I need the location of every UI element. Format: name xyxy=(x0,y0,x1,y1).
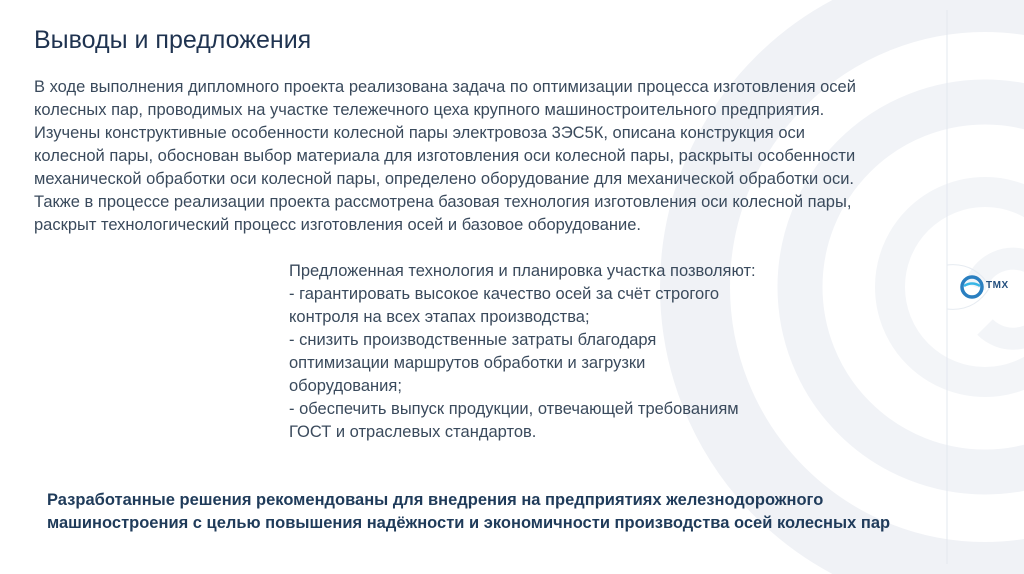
list-line: оптимизации маршрутов обработки и загрузки xyxy=(289,354,646,372)
paragraph-line: колесных пар, проводимых на участке тележечного цеха крупного машиностроительного предприятия. xyxy=(34,101,825,119)
list-line: контроля на всех этапах производства; xyxy=(289,308,590,326)
company-logo xyxy=(960,275,1020,299)
logo-text: ТМХ xyxy=(986,280,1009,291)
list-line: - гарантировать высокое качество осей за счёт строгого xyxy=(289,285,720,303)
list-line: оборудования; xyxy=(289,377,402,395)
list-line: - снизить производственные затраты благодаря xyxy=(289,331,657,349)
paragraph-line: механической обработки оси колесной пары, определено оборудование для механической обработки оси. xyxy=(34,170,854,188)
paragraph-line: В ходе выполнения дипломного проекта реализована задача по оптимизации процесса изготовления осей xyxy=(34,78,856,96)
paragraph-line: раскрыт технологический процесс изготовления осей и базовое оборудование. xyxy=(34,216,641,234)
conclusion-line: Разработанные решения рекомендованы для внедрения на предприятиях железнодорожного xyxy=(47,491,824,509)
paragraph-line: Также в процессе реализации проекта рассмотрена базовая технология изготовления оси колесной пары, xyxy=(34,193,852,211)
list-line: - обеспечить выпуск продукции, отвечающей требованиям xyxy=(289,400,739,418)
tmx-logo-icon xyxy=(960,275,984,299)
list-line: ГОСТ и отраслевых стандартов. xyxy=(289,423,537,441)
paragraph-line: Изучены конструктивные особенности колесной пары электровоза 3ЭС5К, описана конструкция оси xyxy=(34,124,805,142)
list-line: Предложенная технология и планировка участка позволяют: xyxy=(289,262,756,280)
paragraph-line: колесной пары, обоснован выбор материала для изготовления оси колесной пары, раскрыты особенности xyxy=(34,147,856,165)
slide-title: Выводы и предложения xyxy=(34,26,312,54)
conclusion-line: машиностроения с целью повышения надёжности и экономичности производства осей колесных пар xyxy=(47,514,891,532)
